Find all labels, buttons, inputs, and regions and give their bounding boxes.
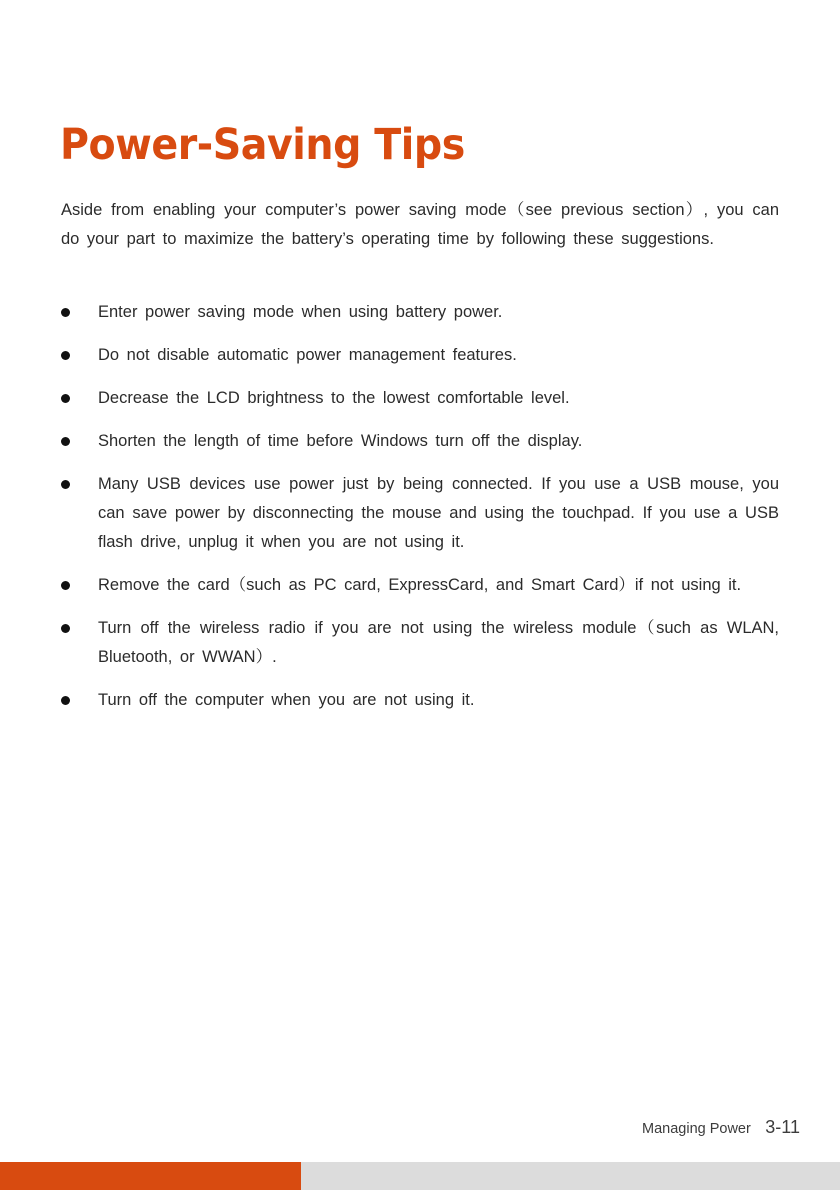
tip-item [61,614,779,672]
page-footer [642,1117,800,1138]
bullet-icon [61,480,70,489]
tip-text: Turn off the computer when you are not using it. [98,691,475,709]
footer-section-name: Managing Power [642,1121,751,1137]
bullet-icon [61,394,70,403]
tip-item [61,470,779,557]
tip-item [61,298,779,327]
tip-text: Do not disable automatic power management features. [98,346,517,364]
bullet-icon [61,437,70,446]
tip-item [61,686,779,715]
intro-paragraph: Aside from enabling your computer’s power saving mode（see previous section）, you can do your part to maximize the battery’s operating time by following these suggestions. [61,201,779,248]
bullet-icon [61,351,70,360]
bullet-icon [61,624,70,633]
footer-page-number: 3-11 [765,1117,800,1137]
tip-text: Turn off the wireless radio if you are not using the wireless module（such as WLAN, Bluetooth, or WWAN）. [98,619,779,666]
bullet-icon [61,308,70,317]
tip-item [61,571,779,600]
page-title: Power-Saving Tips [60,120,465,170]
footer-grey-bar [301,1162,840,1190]
tip-item [61,427,779,456]
tip-text: Remove the card（such as PC card, ExpressCard, and Smart Card）if not using it. [98,576,742,594]
tip-text: Many USB devices use power just by being connected. If you use a USB mouse, you can save power by disconnecting the mouse and using the touchpad. If you use a USB flash drive, unplug it when you are not using it. [98,475,779,551]
tip-item [61,384,779,413]
tip-text: Decrease the LCD brightness to the lowest comfortable level. [98,389,570,407]
footer-accent-bar [0,1162,301,1190]
tips-list [61,298,779,729]
bullet-icon [61,696,70,705]
tip-item [61,341,779,370]
tip-text: Enter power saving mode when using battery power. [98,303,503,321]
tip-text: Shorten the length of time before Windows turn off the display. [98,432,583,450]
bullet-icon [61,581,70,590]
